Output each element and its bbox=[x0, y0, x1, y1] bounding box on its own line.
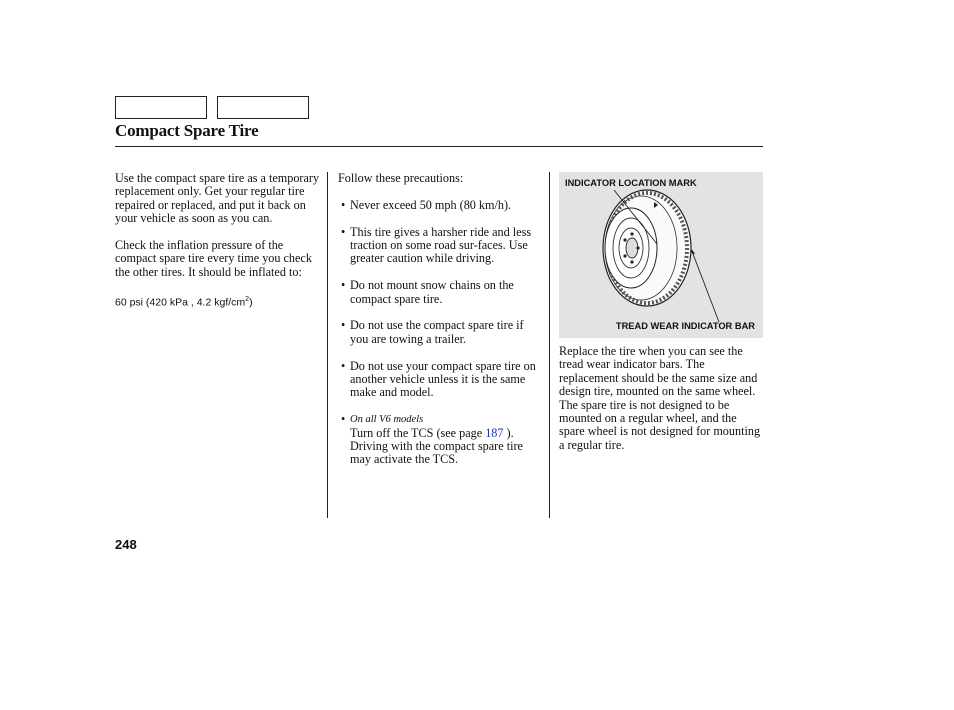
list-item: • Never exceed 50 mph (80 km/h). bbox=[341, 197, 512, 212]
v6-models-note: On all V6 models bbox=[350, 414, 424, 426]
precautions-list bbox=[338, 199, 538, 467]
list-item: • Do not use your compact spare tire on another vehicle unless it is the same make and model. bbox=[341, 358, 536, 400]
pressure-text: 60 psi (420 kPa , 4.2 kgf/cm bbox=[115, 296, 246, 309]
header-tab-box-1 bbox=[115, 96, 207, 119]
tcs-before-text: Turn off the TCS (see page bbox=[350, 425, 486, 440]
page-number: 248 bbox=[115, 537, 137, 552]
list-item: • On all V6 models Turn off the TCS (see page 187 ). Driving with the compact spare tire may activate the TCS. bbox=[338, 413, 538, 467]
inflation-pressure-value bbox=[115, 293, 325, 310]
column-1 bbox=[115, 172, 325, 323]
page-title: Compact Spare Tire bbox=[115, 121, 259, 140]
tread-wear-indicator-bar-label: TREAD WEAR INDICATOR BAR bbox=[615, 321, 755, 331]
header-tab-box-2 bbox=[217, 96, 309, 119]
replacement-paragraph: Replace the tire when you can see the tread wear indicator bars. The replacement should be the same size and design tire, mounted on the same wheel. The spare tire is not designed to be mounted on a regular wheel, and the spare wheel is not designed for mounting a regular tire. bbox=[559, 344, 761, 452]
title-rule bbox=[115, 146, 763, 147]
bullet-text: This tire gives a harsher ride and less traction on some road sur-faces. Use greater caution while driving. bbox=[350, 224, 532, 266]
list-item: • This tire gives a harsher ride and less traction on some road sur-faces. Use greater caution while driving. bbox=[341, 224, 532, 266]
tcs-after-text: ). Driving with the compact spare tire may activate the TCS. bbox=[350, 425, 523, 467]
bullet-text: Do not use your compact spare tire on another vehicle unless it is the same make and model. bbox=[350, 358, 536, 400]
indicator-location-mark-label: INDICATOR LOCATION MARK bbox=[565, 178, 697, 188]
tire-drawing bbox=[559, 172, 763, 338]
list-item: • Do not mount snow chains on the compact spare tire. bbox=[341, 278, 514, 306]
column-divider-2 bbox=[549, 172, 550, 518]
column-divider-1 bbox=[327, 172, 328, 518]
pressure-superscript: 2 bbox=[245, 295, 250, 303]
spare-tire-usage-paragraph: Use the compact spare tire as a temporary replacement only. Get your regular tire repaired or replaced, and put it back on your vehicle as soon as you can. bbox=[115, 171, 320, 226]
column-3 bbox=[559, 345, 765, 452]
precautions-lead: Follow these precautions: bbox=[338, 171, 464, 185]
list-item: • Do not use the compact spare tire if you are towing a trailer. bbox=[341, 318, 524, 346]
bullet-text: Never exceed 50 mph (80 km/h). bbox=[350, 197, 512, 212]
page-reference-link[interactable]: 187 bbox=[485, 425, 504, 440]
spare-tire-illustration bbox=[559, 172, 763, 338]
column-2 bbox=[338, 172, 538, 480]
pressure-close: ) bbox=[249, 296, 253, 309]
bullet-text: Do not mount snow chains on the compact spare tire. bbox=[350, 278, 514, 306]
inflation-check-paragraph: Check the inflation pressure of the compact spare tire every time you check the other tires. It should be inflated to: bbox=[115, 238, 312, 279]
bullet-text: Do not use the compact spare tire if you are towing a trailer. bbox=[350, 318, 524, 346]
